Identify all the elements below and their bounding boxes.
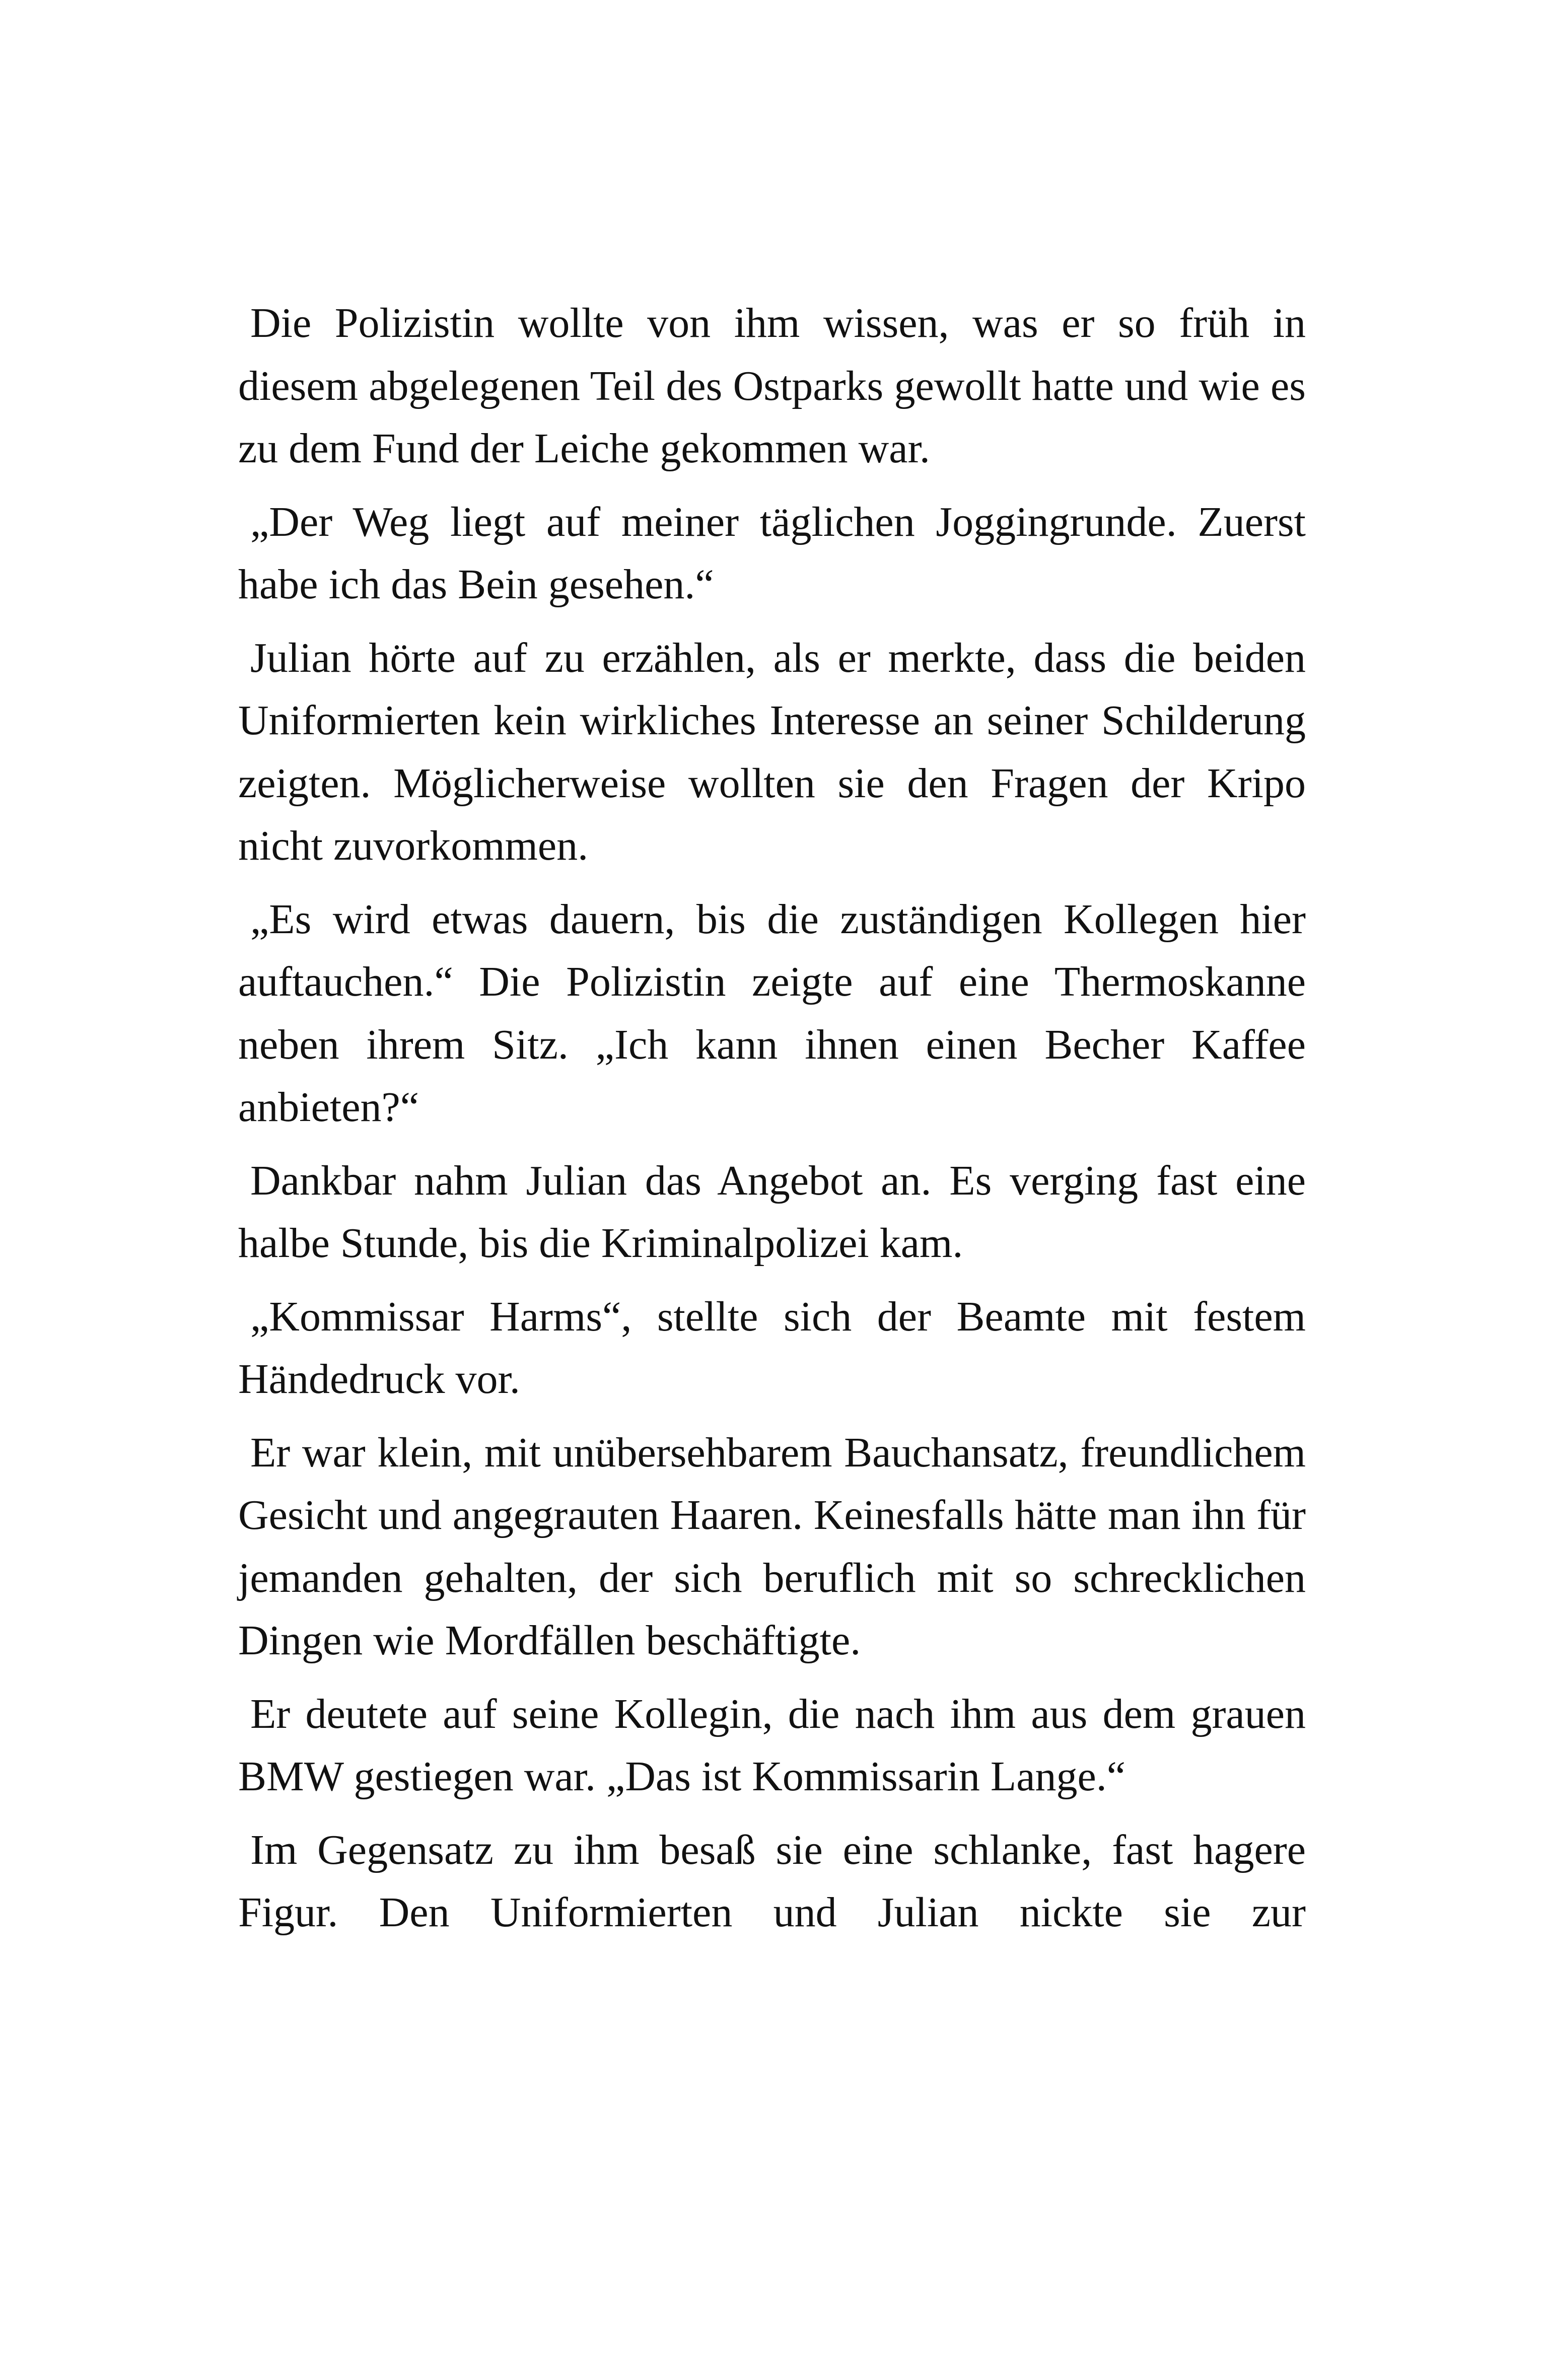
paragraph: „Kommissar Harms“, stellte sich der Beamte mit festem Händedruck vor. <box>238 1293 1306 1403</box>
paragraph: „Der Weg liegt auf meiner täglichen Joggingrunde. Zuerst habe ich das Bein gesehen.“ <box>238 498 1306 608</box>
paragraph: Im Gegensatz zu ihm besaß sie eine schlanke, fast hagere Figur. Den Uniformierten und Julian nickte sie zur <box>238 1826 1306 1936</box>
paragraph: Er deutete auf seine Kollegin, die nach ihm aus dem grauen BMW gestiegen war. „Das ist Kommissarin Lange.“ <box>238 1690 1306 1800</box>
paragraph: Dankbar nahm Julian das Angebot an. Es verging fast eine halbe Stunde, bis die Kriminalpolizei kam. <box>238 1157 1306 1267</box>
paragraph: Die Polizistin wollte von ihm wissen, was er so früh in diesem abgelegenen Teil des Ostparks gewollt hatte und wie es zu dem Fund der Leiche gekommen war. <box>238 300 1306 472</box>
body-text <box>238 292 1306 1955</box>
paragraph: „Es wird etwas dauern, bis die zuständigen Kollegen hier auftauchen.“ Die Polizistin zeigte auf eine Thermoskanne neben ihrem Sitz. „Ich kann ihnen einen Becher Kaffee anbieten?“ <box>238 895 1306 1131</box>
paragraph: Julian hörte auf zu erzählen, als er merkte, dass die beiden Uniformierten kein wirkliches Interesse an seiner Schilderung zeigten. Möglicherweise wollten sie den Fragen der Kripo nicht zuvorkommen. <box>238 634 1306 869</box>
paragraph: Er war klein, mit unübersehbarem Bauchansatz, freundlichem Gesicht und angegrauten Haaren. Keinesfalls hätte man ihn für jemanden gehalten, der sich beruflich mit so schrecklichen Dingen wie Mordfällen beschäftigte. <box>238 1429 1306 1664</box>
